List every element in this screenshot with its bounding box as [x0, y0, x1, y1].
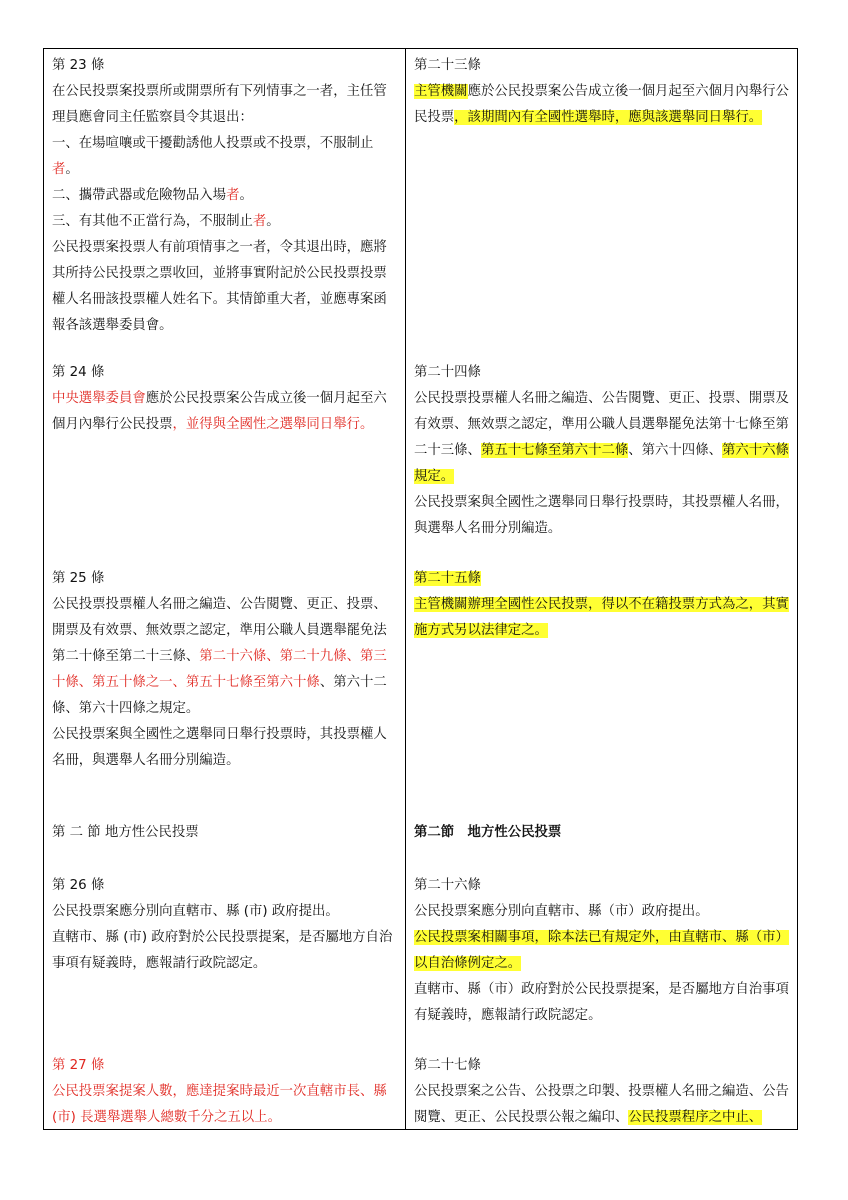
article-paragraph: 公民投票案提案人數，應達提案時最近一次直轄市長、縣 (市) 長選舉選舉人總數千分之五以上。 [52, 1084, 387, 1125]
article-item [52, 131, 399, 183]
article-paragraph [52, 592, 399, 722]
highlighted-text: 第五十七條至第六十二條 [480, 443, 629, 458]
highlighted-text: 第六十六條規定。 [414, 443, 789, 484]
article-paragraph: 在公民投票案投票所或開票所有下列情事之一者，主任管理員應會同主任監察員令其退出： [52, 84, 387, 125]
highlighted-text: 主管機關 [414, 84, 468, 99]
article-title: 第二十三條 [414, 58, 481, 73]
paragraph-text: 應於公民投票案公告成立後一個月起至六個月內舉行公民投票 [414, 84, 789, 125]
item-text: 二、攜帶武器或危險物品入場 [52, 188, 227, 203]
article-paragraph [414, 925, 791, 977]
article-title: 第 23 條 [52, 58, 105, 73]
comparison-table [43, 48, 798, 1130]
left-section-2 [52, 820, 399, 846]
article-title: 第 26 條 [52, 878, 105, 893]
amended-text: 中央選舉委員會 [52, 391, 146, 406]
highlighted-text: 第二十五條 [414, 571, 481, 586]
paragraph-text: 、第六十二條、第六十四條之規定。 [52, 675, 387, 716]
article-item [52, 209, 399, 235]
article-title: 第二十六條 [414, 878, 481, 893]
paragraph-text: 應於公民投票案公告成立後一個月起至六個月內舉行公民投票 [52, 391, 387, 432]
article-title [414, 566, 791, 592]
right-article-27 [414, 1053, 791, 1129]
item-text: 一、在場喧嚷或干擾勸誘他人投票或不投票，不服制止 [52, 136, 374, 151]
article-paragraph [414, 592, 791, 644]
right-article-23 [414, 53, 791, 131]
article-paragraph: 直轄市、縣（市）政府對於公民投票提案，是否屬地方自治事項有疑義時，應報請行政院認定。 [414, 982, 789, 1023]
article-title: 第 25 條 [52, 571, 105, 586]
article-title: 第 27 條 [52, 1058, 105, 1073]
right-article-24 [414, 360, 791, 542]
paragraph-text: 、第六十四條、 [628, 443, 722, 458]
right-article-26 [414, 873, 791, 1029]
article-paragraph [414, 79, 791, 131]
right-column [406, 49, 797, 1129]
amended-text: 第二十六條、第二十九條、第三十條、第五十條之一、第五十七條至第六十條 [52, 649, 387, 690]
left-article-26 [52, 873, 399, 977]
paragraph-text: 公民投票案之公告、公投票之印製、投票權人名冊之編造、公告閱覽、更正、公民投票公報之編印、 [414, 1084, 789, 1125]
highlighted-text: 公民投票案相關事項，除本法已有規定外，由直轄市、縣（市）以自治條例定之。 [414, 930, 789, 971]
right-section-2 [414, 820, 791, 846]
article-paragraph [414, 386, 791, 490]
article-paragraph: 直轄市、縣 (市) 政府對於公民投票提案，是否屬地方自治事項有疑義時，應報請行政院認定。 [52, 930, 393, 971]
amended-text: 者 [52, 162, 66, 177]
highlighted-text: 公民投票程序之中止、 [628, 1110, 763, 1125]
highlighted-text: ，該期間內有全國性選舉時，應與該選舉同日舉行。 [454, 110, 763, 125]
article-paragraph: 公民投票案應分別向直轄市、縣 (市) 政府提出。 [52, 904, 339, 919]
article-paragraph [414, 1079, 791, 1129]
article-paragraph: 公民投票案與全國性之選舉同日舉行投票時，其投票權人名冊，與選舉人名冊分別編造。 [52, 727, 387, 768]
amended-text: 者 [252, 214, 267, 229]
left-article-24 [52, 360, 399, 438]
item-text: 。 [65, 162, 79, 177]
article-paragraph: 公民投票案與全國性之選舉同日舉行投票時，其投票權人名冊，與選舉人名冊分別編造。 [414, 495, 789, 536]
item-text: 三、有其他不正當行為，不服制止 [52, 214, 253, 229]
left-article-25 [52, 566, 399, 774]
highlighted-text: 主管機關辦理全國性公民投票，得以不在籍投票方式為之，其實施方式另以法律定之。 [414, 597, 789, 638]
article-title: 第二十七條 [414, 1058, 481, 1073]
article-paragraph: 公民投票案投票人有前項情事之一者，令其退出時，應將其所持公民投票之票收回，並將事實附記於公民投票投票權人名冊該投票權人姓名下。其情節重大者，並應專案函報各該選舉委員會。 [52, 240, 387, 333]
item-text: 。 [266, 214, 280, 229]
article-item [52, 183, 399, 209]
amended-text: ，並得與全國性之選舉同日舉行。 [172, 417, 374, 432]
item-text: 。 [239, 188, 253, 203]
article-title: 第 24 條 [52, 365, 105, 380]
amended-text: 者 [226, 188, 240, 203]
left-article-27 [52, 1053, 399, 1129]
article-paragraph: 公民投票案應分別向直轄市、縣（市）政府提出。 [414, 904, 709, 919]
paragraph-text: 公民投票投票權人名冊之編造、公告閱覽、更正、投票、開票及有效票、無效票之認定，準用公職人員選舉罷免法第十七條至第二十三條、 [414, 391, 789, 458]
left-article-23 [52, 53, 399, 339]
right-article-25 [414, 566, 791, 644]
section-title: 第二節 地方性公民投票 [414, 825, 562, 840]
article-title: 第二十四條 [414, 365, 481, 380]
section-title: 第 二 節 地方性公民投票 [52, 825, 199, 840]
paragraph-text: 公民投票投票權人名冊之編造、公告閱覽、更正、投票、開票及有效票、無效票之認定，準用公職人員選舉罷免法第二十條至第二十三條、 [52, 597, 387, 664]
article-paragraph [52, 386, 399, 438]
left-column [44, 49, 406, 1129]
